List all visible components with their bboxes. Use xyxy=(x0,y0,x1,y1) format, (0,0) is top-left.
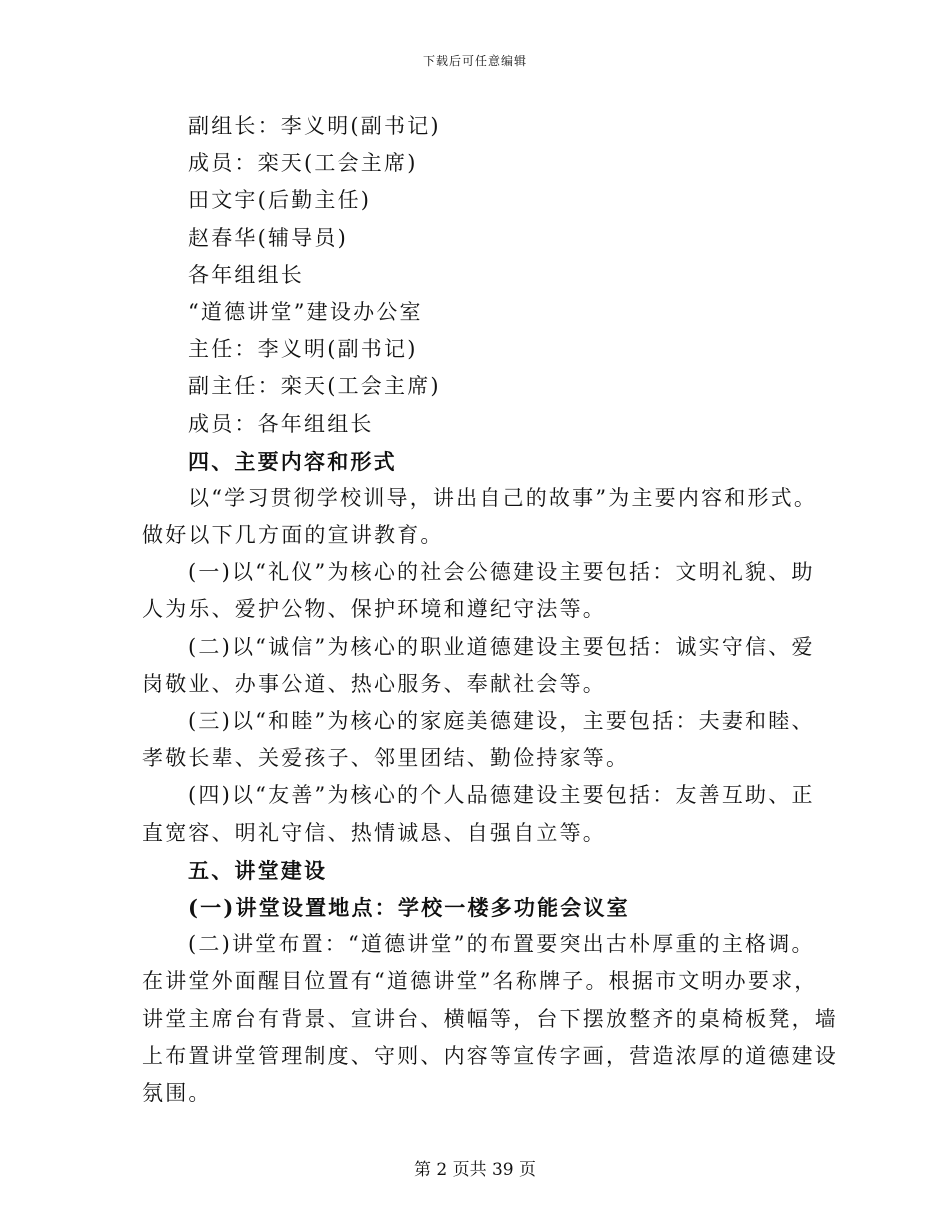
paragraph-line: (四)以“友善”为核心的个人品德建设主要包括：友善互助、正 xyxy=(188,783,815,808)
section-heading: 五、讲堂建设 xyxy=(188,857,328,883)
text-line: 副主任：栾天(工会主席) xyxy=(188,374,441,399)
section-heading: 四、主要内容和形式 xyxy=(188,448,397,474)
paragraph-line: 以“学习贯彻学校训导，讲出自己的故事”为主要内容和形式。 xyxy=(188,485,818,510)
paragraph-line: 直宽容、明礼守信、热情诚恳、自强自立等。 xyxy=(142,820,606,845)
page-footer: 第 2 页共 39 页 xyxy=(413,1160,537,1180)
text-line: 成员：各年组组长 xyxy=(188,411,374,436)
paragraph-line: 孝敬长辈、关爱孩子、邻里团结、勤俭持家等。 xyxy=(142,746,630,771)
text-line: 副组长：李义明(副书记) xyxy=(188,114,441,138)
paragraph-line: 在讲堂外面醒目位置有“道德讲堂”名称牌子。根据市文明办要求， xyxy=(142,969,818,994)
paragraph-line: 岗敬业、办事公道、热心服务、奉献社会等。 xyxy=(142,671,606,696)
text-line: 主任：李义明(副书记) xyxy=(188,337,418,362)
paragraph-line: 人为乐、爱护公物、保护环境和遵纪守法等。 xyxy=(142,597,606,622)
document-body xyxy=(142,108,838,1112)
paragraph-line: (一)以“礼仪”为核心的社会公德建设主要包括：文明礼貌、助 xyxy=(188,560,815,585)
text-line: 赵春华(辅导员) xyxy=(188,225,348,250)
text-line: 各年组组长 xyxy=(188,262,304,287)
text-line: 田文宇(后勤主任) xyxy=(188,188,372,213)
paragraph-line: (二)讲堂布置：“道德讲堂”的布置要突出古朴厚重的主格调。 xyxy=(188,932,815,957)
page-header: 下载后可任意编辑 xyxy=(422,54,527,68)
paragraph-line: 讲堂主席台有背景、宣讲台、横幅等，台下摆放整齐的桌椅板凳，墙 xyxy=(142,1006,838,1031)
paragraph-line: 氛围。 xyxy=(142,1080,212,1105)
subsection-heading: (一)讲堂设置地点：学校一楼多功能会议室 xyxy=(188,894,630,920)
paragraph-line: (三)以“和睦”为核心的家庭美德建设，主要包括：夫妻和睦、 xyxy=(188,709,815,733)
paragraph-line: 上布置讲堂管理制度、守则、内容等宣传字画，营造浓厚的道德建设 xyxy=(142,1043,838,1068)
paragraph-line: 做好以下几方面的宣讲教育。 xyxy=(142,523,444,548)
paragraph-line: (二)以“诚信”为核心的职业道德建设主要包括：诚实守信、爱 xyxy=(188,634,815,659)
text-line: “道德讲堂”建设办公室 xyxy=(188,299,423,324)
text-line: 成员：栾天(工会主席) xyxy=(188,151,418,176)
